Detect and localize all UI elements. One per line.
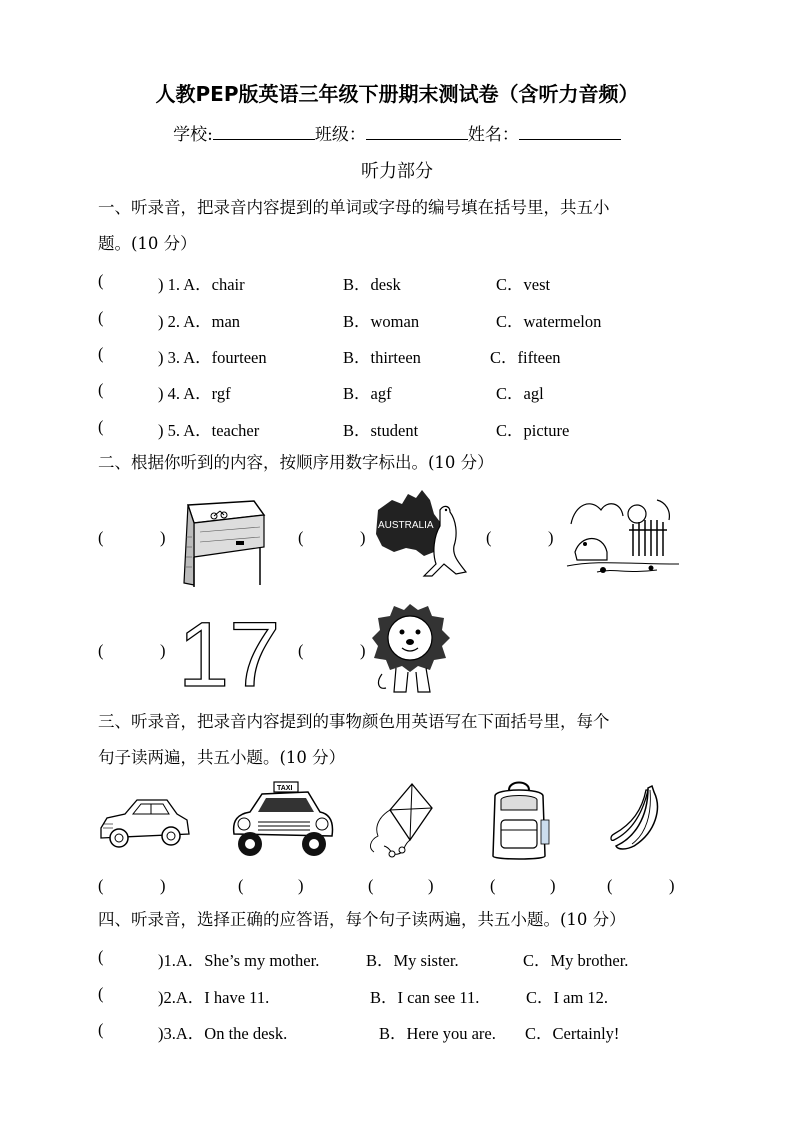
section1-line2: 题。(10 分） <box>98 234 197 253</box>
class-blank[interactable] <box>366 125 468 140</box>
section1-line1: 一、听录音，把录音内容提到的单词或字母的编号填在括号里，共五小 <box>98 198 610 217</box>
close-paren: ) <box>360 641 366 660</box>
open-paren[interactable]: ( <box>98 947 104 966</box>
open-paren[interactable]: ( <box>98 876 104 895</box>
open-paren[interactable]: ( <box>490 876 496 895</box>
close-paren: ) <box>360 528 366 547</box>
option-c: C．agl <box>496 384 544 403</box>
bananas-picture <box>608 784 664 854</box>
open-paren[interactable]: ( <box>607 876 613 895</box>
section4-line: 四、听录音，选择正确的应答语，每个句子读两遍，共五小题。(10 分） <box>98 910 626 929</box>
close-paren: ) <box>428 876 434 895</box>
open-paren[interactable]: ( <box>98 984 104 1003</box>
open-paren[interactable]: ( <box>98 528 104 547</box>
section1-instruction <box>98 190 698 262</box>
option-c: C．I am 12. <box>526 988 609 1007</box>
section2-line: 二、根据你听到的内容，按顺序用数字标出。(10 分） <box>98 453 494 472</box>
option-b: B．woman <box>343 312 420 331</box>
taxi-picture <box>228 780 334 860</box>
name-label: 姓名： <box>467 125 519 145</box>
section2-instruction <box>98 445 698 481</box>
section3-line2: 句子读两遍，共五小题。(10 分） <box>98 748 346 767</box>
open-paren[interactable]: ( <box>98 271 104 290</box>
close-paren: ) <box>550 876 556 895</box>
taxi-label: TAXI <box>277 785 293 792</box>
open-paren[interactable]: ( <box>486 528 492 547</box>
open-paren[interactable]: ( <box>98 308 104 327</box>
option-b: B．My sister. <box>366 951 459 970</box>
option-b: B．thirteen <box>343 348 421 367</box>
close-paren: ) <box>298 876 304 895</box>
school-label: 学校: <box>173 125 213 145</box>
close-paren: ) <box>160 528 166 547</box>
class-label: 班级： <box>314 125 366 145</box>
option-c: C．picture <box>496 421 570 440</box>
option-c: C．fifteen <box>490 348 561 367</box>
close-paren: ) <box>669 876 675 895</box>
open-paren[interactable]: ( <box>98 641 104 660</box>
open-paren[interactable]: ( <box>368 876 374 895</box>
close-paren: ) <box>160 641 166 660</box>
open-paren[interactable]: ( <box>98 417 104 436</box>
option-a: )2.A．I have 11. <box>158 988 270 1007</box>
section4-instruction <box>98 902 698 938</box>
australia-kangaroo-picture <box>372 490 468 580</box>
option-b: B．student <box>343 421 419 440</box>
option-b: B．Here you are. <box>379 1024 496 1043</box>
australia-label: AUSTRALIA <box>378 520 434 531</box>
option-a: ) 4. A．rgf <box>158 384 231 403</box>
option-a: ) 3. A．fourteen <box>158 348 267 367</box>
listening-part-title: 听力部分 <box>361 161 433 182</box>
option-a: ) 2. A．man <box>158 312 241 331</box>
option-a: )1.A．She’s my mother. <box>158 951 320 970</box>
kite-picture <box>366 782 436 862</box>
option-c: C．My brother. <box>523 951 629 970</box>
open-paren[interactable]: ( <box>298 528 304 547</box>
number-seventeen: 17 <box>178 604 281 706</box>
option-a: ) 1. A．chair <box>158 275 245 294</box>
option-a: ) 5. A．teacher <box>158 421 260 440</box>
open-paren[interactable]: ( <box>98 380 104 399</box>
open-paren[interactable]: ( <box>98 1020 104 1039</box>
student-info-line <box>0 120 794 145</box>
option-c: C．Certainly! <box>525 1024 620 1043</box>
option-c: C．watermelon <box>496 312 602 331</box>
option-b: B．desk <box>343 275 401 294</box>
option-c: C．vest <box>496 275 551 294</box>
close-paren: ) <box>548 528 554 547</box>
backpack-picture <box>487 780 553 862</box>
option-a: )3.A．On the desk. <box>158 1024 288 1043</box>
close-paren: ) <box>160 876 166 895</box>
page-title: 人教PEP版英语三年级下册期末测试卷（含听力音频） <box>155 82 639 106</box>
open-paren[interactable]: ( <box>98 344 104 363</box>
number-seventeen-picture <box>176 604 281 706</box>
section3-instruction <box>98 704 698 776</box>
car-picture <box>97 792 191 854</box>
lion-picture <box>372 602 450 696</box>
zoo-picture <box>567 494 679 578</box>
option-b: B．agf <box>343 384 392 403</box>
school-blank[interactable] <box>213 125 315 140</box>
desk-picture <box>180 497 266 589</box>
open-paren[interactable]: ( <box>298 641 304 660</box>
section3-line1: 三、听录音，把录音内容提到的事物颜色用英语写在下面括号里，每个 <box>98 712 610 731</box>
name-blank[interactable] <box>519 125 621 140</box>
open-paren[interactable]: ( <box>238 876 244 895</box>
option-b: B．I can see 11. <box>370 988 480 1007</box>
